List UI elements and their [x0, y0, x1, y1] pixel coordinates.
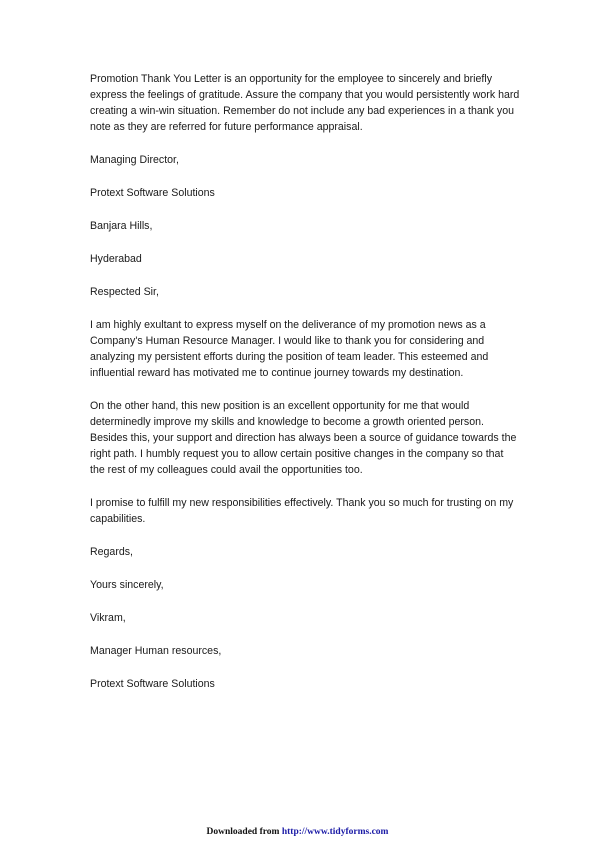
body-paragraph-2: On the other hand, this new position is an excellent opportunity for me that would determinedly improve my skills and knowledge to become a growth oriented person. Besides this, your support and direction has always been a source of guidance towards the right path. I humbly request you to allow certain positive changes in the company so that the rest of my colleagues could avail the opportunities too.: [90, 400, 517, 476]
sender-title: Manager Human resources,: [90, 645, 222, 657]
sender-company: Protext Software Solutions: [90, 678, 215, 690]
recipient-title: Managing Director,: [90, 154, 179, 166]
intro-paragraph: Promotion Thank You Letter is an opportunity for the employee to sincerely and briefly express the feelings of gratitude. Assure the company that you would persistently work hard creating a win-win situation. Remember do not include any bad experiences in a thank you note as they are referred for future performance appraisal.: [90, 73, 520, 133]
city: Hyderabad: [90, 253, 142, 265]
closing: Regards,: [90, 546, 133, 558]
sign-off: Yours sincerely,: [90, 579, 164, 591]
letter-body: [90, 71, 520, 709]
sender-name: Vikram,: [90, 612, 126, 624]
footer-link[interactable]: http://www.tidyforms.com: [281, 827, 389, 837]
recipient-company: Protext Software Solutions: [90, 187, 215, 199]
body-paragraph-3: I promise to fulfill my new responsibilities effectively. Thank you so much for trusting on my capabilities.: [90, 497, 514, 525]
salutation: Respected Sir,: [90, 286, 159, 298]
body-paragraph-1: I am highly exultant to express myself on the deliverance of my promotion news as a Company's Human Resource Manager. I would like to thank you for considering and analyzing my persistent efforts during the position of team leader. This esteemed and influential reward has motivated me to continue journey towards my destination.: [90, 319, 489, 379]
footer-prefix: Downloaded from: [206, 827, 282, 837]
address-line: Banjara Hills,: [90, 220, 153, 232]
download-footer: [0, 827, 595, 837]
